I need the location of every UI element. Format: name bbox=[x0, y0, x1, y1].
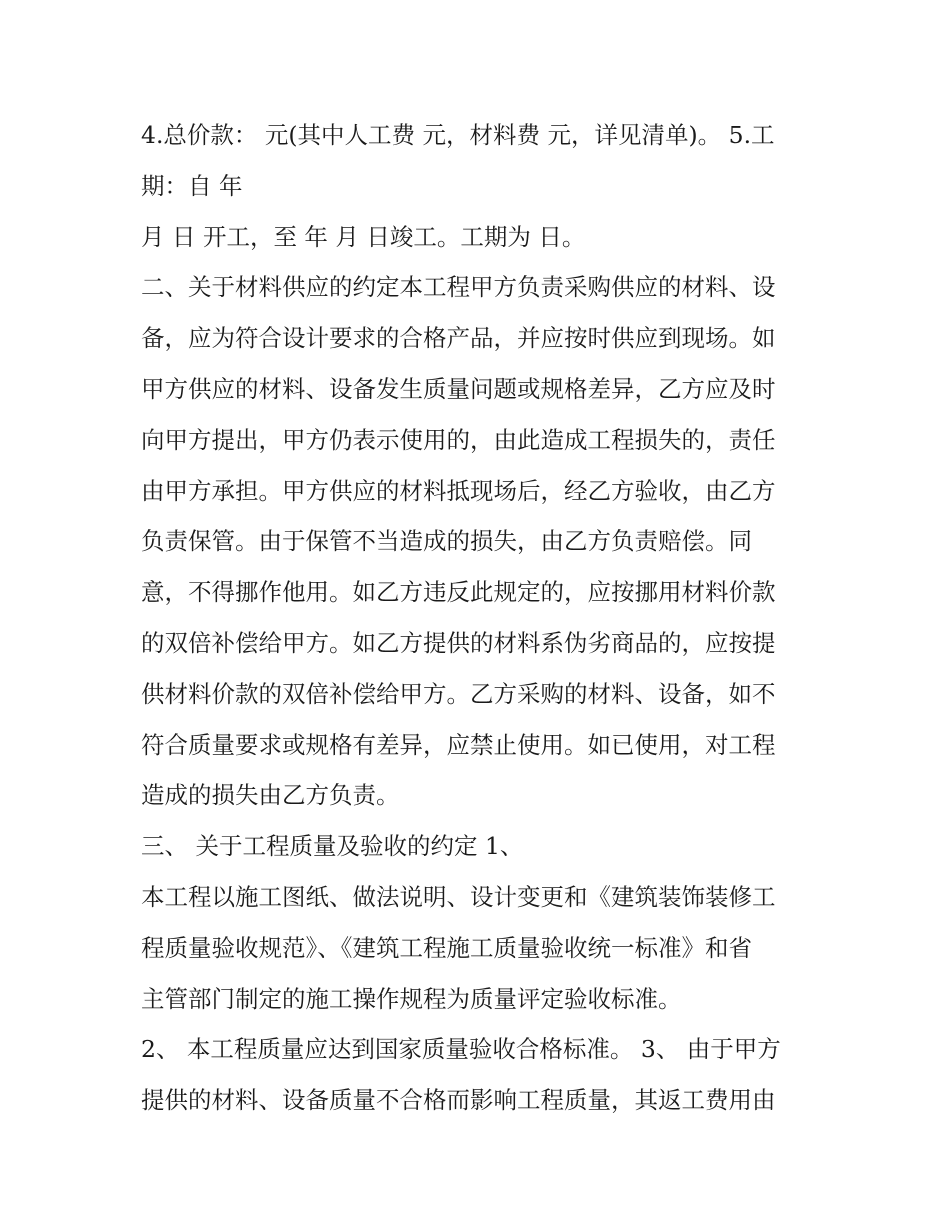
text-line: 由甲方承担。甲方供应的材料抵现场后，经乙方验收，由乙方 bbox=[141, 476, 776, 505]
text-line: 的双倍补偿给甲方。如乙方提供的材料系伪劣商品的，应按提 bbox=[141, 628, 776, 657]
text-line: 供材料价款的双倍补偿给甲方。乙方采购的材料、设备，如不 bbox=[141, 679, 776, 708]
text-line: 备，应为符合设计要求的合格产品，并应按时供应到现场。如 bbox=[141, 324, 776, 353]
text-line: 符合质量要求或规格有差异，应禁止使用。如已使用，对工程 bbox=[141, 730, 776, 759]
text-line: 二、关于材料供应的约定本工程甲方负责采购供应的材料、设 bbox=[141, 273, 776, 302]
text-line: 造成的损失由乙方负责。 bbox=[141, 781, 400, 810]
text-line: 主管部门制定的施工操作规程为质量评定验收标准。 bbox=[141, 984, 682, 1013]
text-line: 负责保管。由于保管不当造成的损失，由乙方负责赔偿。同 bbox=[141, 527, 752, 556]
text-line: 月 日 开工，至 年 月 日竣工。工期为 日。 bbox=[141, 222, 586, 251]
text-line: 三、 关于工程质量及验收的约定 1、 bbox=[141, 832, 524, 861]
text-line: 4.总价款： 元(其中人工费 元，材料费 元，详见清单)。 5.工 bbox=[141, 121, 775, 149]
text-line: 意，不得挪作他用。如乙方违反此规定的，应按挪用材料价款 bbox=[141, 578, 776, 607]
document-body bbox=[141, 110, 821, 1126]
text-line: 甲方供应的材料、设备发生质量问题或规格差异，乙方应及时 bbox=[141, 374, 776, 403]
text-line: 2、 本工程质量应达到国家质量验收合格标准。 3、 由于甲方 bbox=[141, 1035, 781, 1064]
text-line: 本工程以施工图纸、做法说明、设计变更和《建筑装饰装修工 bbox=[141, 882, 776, 911]
text-line: 期：自 年 bbox=[141, 171, 243, 200]
text-line: 程质量验收规范》、《建筑工程施工质量验收统一标准》和省 bbox=[141, 933, 752, 962]
text-line: 向甲方提出，甲方仍表示使用的，由此造成工程损失的，责任 bbox=[141, 425, 776, 454]
text-line: 提供的材料、设备质量不合格而影响工程质量，其返工费用由 bbox=[141, 1086, 776, 1115]
